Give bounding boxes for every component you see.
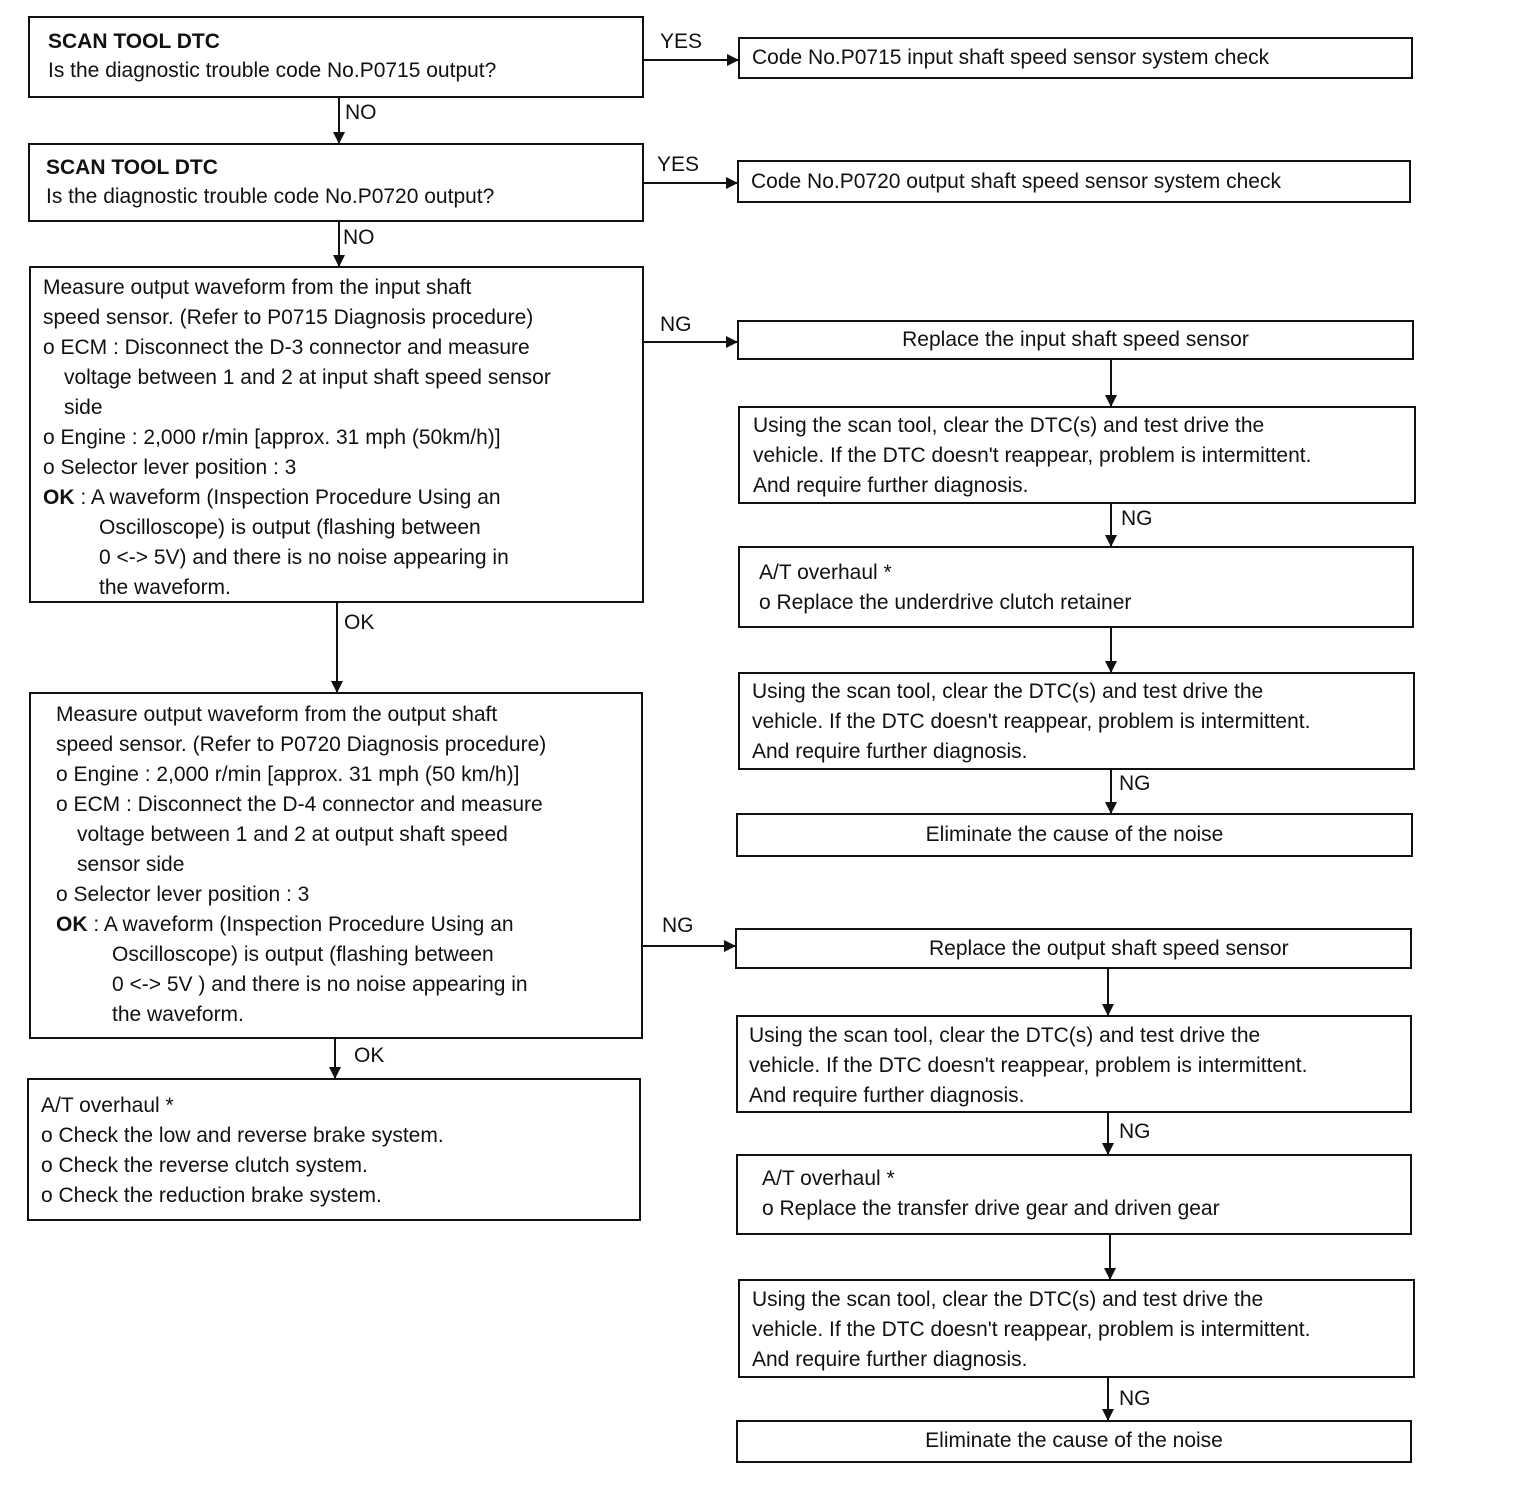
box-title: A/T overhaul * [41, 1094, 174, 1117]
label-no: NO [345, 101, 377, 124]
label-no: NO [343, 226, 375, 249]
box-text: Replace the output shaft speed sensor [929, 937, 1289, 960]
box-line: Measure output waveform from the output shaft [56, 703, 498, 726]
box-line: o Check the low and reverse brake system. [41, 1124, 444, 1147]
eliminate-noise-box [736, 1420, 1412, 1463]
label-ng: NG [1119, 1387, 1151, 1410]
eliminate-noise-box [736, 813, 1413, 857]
box-line: sensor side [77, 853, 185, 876]
ok-criteria-line [43, 483, 630, 513]
label-yes: YES [657, 153, 700, 176]
at-overhaul-clutch-box [738, 546, 1414, 628]
box-text: Eliminate the cause of the noise [925, 1429, 1223, 1452]
box-line: voltage between 1 and 2 at output shaft speed [77, 823, 508, 846]
replace-output-sensor-box [735, 928, 1412, 969]
box-title: SCAN TOOL DTC [48, 30, 220, 53]
box-line: o Engine : 2,000 r/min [approx. 31 mph (50 km/h)] [56, 763, 520, 786]
box-line: And require further diagnosis. [752, 740, 1028, 763]
box-line: vehicle. If the DTC doesn't reappear, problem is intermittent. [749, 1054, 1308, 1077]
clear-dtc-box [738, 1279, 1415, 1378]
label-yes: YES [660, 30, 703, 53]
box-line: Oscilloscope) is output (flashing between [112, 943, 494, 966]
box-line: o Check the reverse clutch system. [41, 1154, 368, 1177]
at-overhaul-gear-box [736, 1154, 1412, 1235]
box-text: Code No.P0720 output shaft speed sensor system check [751, 170, 1281, 193]
box-line: Oscilloscope) is output (flashing between [99, 516, 481, 539]
ok-criteria-line [56, 910, 629, 940]
box-line: Using the scan tool, clear the DTC(s) and test drive the [752, 680, 1264, 703]
label-ng: NG [1119, 772, 1151, 795]
output-shaft-waveform-box [29, 692, 643, 1039]
at-overhaul-brake-box [27, 1078, 641, 1221]
box-line: o Selector lever position : 3 [56, 883, 310, 906]
box-text: Eliminate the cause of the noise [925, 823, 1224, 846]
dtc-p0720-question-box [28, 143, 644, 222]
box-line: speed sensor. (Refer to P0720 Diagnosis procedure) [56, 733, 547, 756]
box-line: And require further diagnosis. [753, 474, 1029, 497]
label-ng: NG [660, 313, 692, 336]
box-line: o Engine : 2,000 r/min [approx. 31 mph (50km/h)] [43, 426, 501, 449]
box-line: side [64, 396, 103, 419]
box-title: SCAN TOOL DTC [46, 156, 218, 179]
input-shaft-waveform-box [29, 266, 644, 603]
label-ng: NG [662, 914, 694, 937]
box-title: A/T overhaul * [762, 1167, 895, 1190]
ok-keyword: OK [43, 486, 75, 509]
box-line: : A waveform (Inspection Procedure Using an [80, 486, 501, 509]
dtc-p0715-question-box [28, 16, 644, 98]
box-line: o ECM : Disconnect the D-4 connector and measure [56, 793, 543, 816]
box-line: And require further diagnosis. [749, 1084, 1025, 1107]
box-line: o Check the reduction brake system. [41, 1184, 382, 1207]
box-line: o ECM : Disconnect the D-3 connector and measure [43, 336, 530, 359]
box-line: vehicle. If the DTC doesn't reappear, problem is intermittent. [752, 1318, 1311, 1341]
box-line: Using the scan tool, clear the DTC(s) and test drive the [752, 1288, 1264, 1311]
box-question: Is the diagnostic trouble code No.P0720 output? [46, 185, 495, 208]
clear-dtc-box [736, 1015, 1412, 1113]
label-ng: NG [1119, 1120, 1151, 1143]
label-ok: OK [354, 1044, 385, 1067]
box-line: voltage between 1 and 2 at input shaft speed sensor [64, 366, 551, 389]
box-line: the waveform. [112, 1003, 244, 1026]
clear-dtc-box [738, 406, 1416, 504]
clear-dtc-box [738, 672, 1415, 770]
box-line: vehicle. If the DTC doesn't reappear, problem is intermittent. [752, 710, 1311, 733]
ok-keyword: OK [56, 913, 88, 936]
label-ng: NG [1121, 507, 1153, 530]
box-line: o Selector lever position : 3 [43, 456, 297, 479]
box-line: Measure output waveform from the input shaft [43, 276, 472, 299]
replace-input-sensor-box [737, 320, 1414, 360]
p0720-system-check-box [737, 160, 1411, 203]
box-line: Using the scan tool, clear the DTC(s) and test drive the [749, 1024, 1261, 1047]
box-question: Is the diagnostic trouble code No.P0715 output? [48, 59, 497, 82]
box-text: Code No.P0715 input shaft speed sensor system check [752, 46, 1270, 69]
box-line: speed sensor. (Refer to P0715 Diagnosis procedure) [43, 306, 534, 329]
box-line: 0 <-> 5V) and there is no noise appearing in [99, 546, 509, 569]
box-line: And require further diagnosis. [752, 1348, 1028, 1371]
box-line: o Replace the transfer drive gear and driven gear [762, 1197, 1220, 1220]
box-text: Replace the input shaft speed sensor [902, 328, 1249, 351]
box-line: : A waveform (Inspection Procedure Using an [93, 913, 514, 936]
box-line: Using the scan tool, clear the DTC(s) and test drive the [753, 414, 1265, 437]
box-line: vehicle. If the DTC doesn't reappear, problem is intermittent. [753, 444, 1312, 467]
label-ok: OK [344, 611, 375, 634]
box-title: A/T overhaul * [759, 561, 892, 584]
box-line: the waveform. [99, 576, 231, 599]
box-line: o Replace the underdrive clutch retainer [759, 591, 1132, 614]
box-line: 0 <-> 5V ) and there is no noise appearing in [112, 973, 528, 996]
p0715-system-check-box [738, 37, 1413, 79]
